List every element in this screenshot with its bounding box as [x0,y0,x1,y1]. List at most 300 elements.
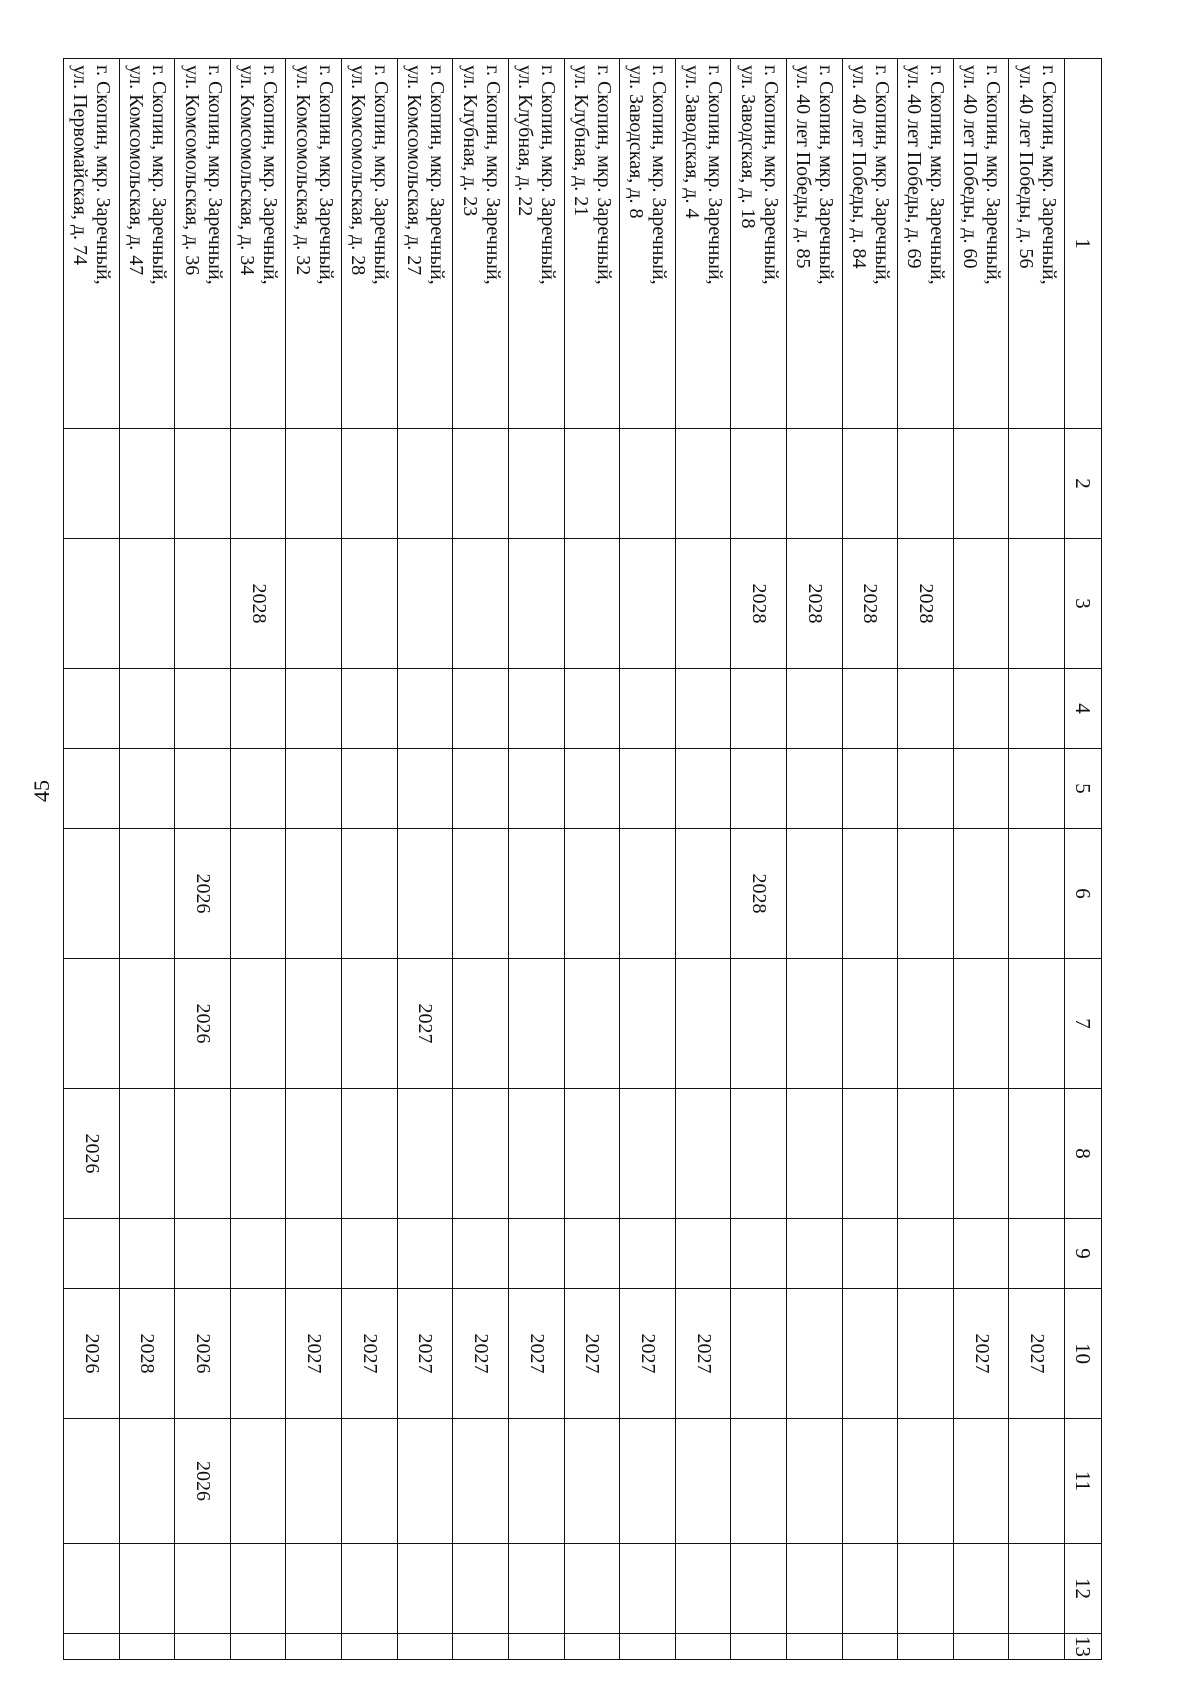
year-cell-col-6 [119,829,175,959]
address-cell [1009,59,1065,429]
year-cell-col-5 [342,749,398,829]
page-number: 45 [29,780,54,802]
address-line: ул. Комсомольская, д. 32 [291,65,314,276]
year-cell-col-2 [1009,429,1065,539]
year-cell-col-11 [953,1419,1009,1544]
year-cell-col-5 [675,749,731,829]
year-cell-col-11 [397,1419,453,1544]
table-body [64,59,1065,1660]
year-cell-col-2 [842,429,898,539]
address-line: ул. 40 лет Победы, д. 85 [792,65,815,269]
year-cell-col-11 [675,1419,731,1544]
year-cell-col-2 [397,429,453,539]
address-cell [508,59,564,429]
year-cell-col-10: 2026 [64,1289,120,1419]
year-cell-col-12 [731,1544,787,1634]
year-cell-col-7 [898,959,954,1089]
table-row [786,59,842,1660]
year-cell-col-10: 2027 [286,1289,342,1419]
address-cell [786,59,842,429]
year-cell-col-3 [453,539,509,669]
year-cell-col-3 [953,539,1009,669]
year-cell-col-2 [286,429,342,539]
year-cell-col-2 [786,429,842,539]
address-cell [397,59,453,429]
year-cell-col-6 [953,829,1009,959]
year-cell-col-11 [620,1419,676,1544]
year-cell-col-12 [898,1544,954,1634]
table-row [397,59,453,1660]
year-cell-col-8 [953,1089,1009,1219]
address-cell [175,59,231,429]
year-cell-col-5 [119,749,175,829]
year-cell-col-11 [1009,1419,1065,1544]
year-cell-col-12 [175,1544,231,1634]
year-cell-col-11 [119,1419,175,1544]
year-cell-col-12 [397,1544,453,1634]
year-cell-col-5 [953,749,1009,829]
year-cell-col-4 [898,669,954,749]
column-header-2: 2 [1065,429,1102,539]
year-cell-col-8 [508,1089,564,1219]
year-cell-col-6 [286,829,342,959]
address-line: ул. Клубная, д. 22 [514,65,537,217]
year-cell-col-2 [230,429,286,539]
year-cell-col-3 [1009,539,1065,669]
year-cell-col-5 [64,749,120,829]
year-cell-col-4 [620,669,676,749]
year-cell-col-8 [620,1089,676,1219]
table-row [953,59,1009,1660]
table-row [286,59,342,1660]
year-cell-col-4 [119,669,175,749]
year-cell-col-13 [64,1634,120,1660]
year-cell-col-7 [675,959,731,1089]
year-cell-col-9 [342,1219,398,1289]
year-cell-col-3: 2028 [230,539,286,669]
year-cell-col-3 [564,539,620,669]
column-header-13: 13 [1065,1634,1102,1660]
year-cell-col-10 [731,1289,787,1419]
year-cell-col-4 [1009,669,1065,749]
year-cell-col-13 [731,1634,787,1660]
address-cell [898,59,954,429]
year-cell-col-12 [675,1544,731,1634]
table-row [1009,59,1065,1660]
year-cell-col-9 [731,1219,787,1289]
year-cell-col-9 [397,1219,453,1289]
table-row [731,59,787,1660]
year-cell-col-2 [675,429,731,539]
year-cell-col-4 [842,669,898,749]
year-cell-col-11 [898,1419,954,1544]
address-cell [842,59,898,429]
year-cell-col-11 [786,1419,842,1544]
year-cell-col-7 [786,959,842,1089]
year-cell-col-12 [64,1544,120,1634]
year-cell-col-6 [564,829,620,959]
year-cell-col-6 [342,829,398,959]
year-cell-col-7 [1009,959,1065,1089]
year-cell-col-9 [1009,1219,1065,1289]
table-row [898,59,954,1660]
year-cell-col-13 [286,1634,342,1660]
year-cell-col-7 [564,959,620,1089]
year-cell-col-12 [230,1544,286,1634]
year-cell-col-5 [620,749,676,829]
year-cell-col-11 [230,1419,286,1544]
address-line: г. Скопин, мкр. Заречный, [92,65,115,285]
year-cell-col-4 [953,669,1009,749]
year-cell-col-2 [898,429,954,539]
year-cell-col-9 [842,1219,898,1289]
year-cell-col-7 [508,959,564,1089]
column-header-10: 10 [1065,1289,1102,1419]
year-cell-col-12 [508,1544,564,1634]
year-cell-col-9 [620,1219,676,1289]
year-cell-col-13 [119,1634,175,1660]
year-cell-col-12 [1009,1544,1065,1634]
year-cell-col-13 [564,1634,620,1660]
year-cell-col-3 [508,539,564,669]
address-line: г. Скопин, мкр. Заречный, [759,65,782,285]
year-cell-col-5 [898,749,954,829]
year-cell-col-2 [953,429,1009,539]
year-cell-col-6 [786,829,842,959]
year-cell-col-11 [342,1419,398,1544]
year-cell-col-2 [508,429,564,539]
year-cell-col-11 [842,1419,898,1544]
address-line: г. Скопин, мкр. Заречный, [314,65,337,285]
year-cell-col-10 [898,1289,954,1419]
year-cell-col-8 [786,1089,842,1219]
address-line: г. Скопин, мкр. Заречный, [704,65,727,285]
year-cell-col-2 [342,429,398,539]
year-cell-col-7 [342,959,398,1089]
year-cell-col-10: 2028 [119,1289,175,1419]
year-cell-col-7: 2026 [175,959,231,1089]
year-cell-col-13 [397,1634,453,1660]
header-row [1065,59,1102,1660]
column-header-9: 9 [1065,1219,1102,1289]
year-cell-col-13 [175,1634,231,1660]
year-cell-col-2 [564,429,620,539]
address-line: г. Скопин, мкр. Заречный, [481,65,504,285]
year-cell-col-13 [620,1634,676,1660]
year-cell-col-3 [119,539,175,669]
year-cell-col-9 [675,1219,731,1289]
year-cell-col-9 [564,1219,620,1289]
year-cell-col-4 [342,669,398,749]
address-cell [119,59,175,429]
year-cell-col-2 [731,429,787,539]
table-row [230,59,286,1660]
year-cell-col-13 [786,1634,842,1660]
year-cell-col-11 [286,1419,342,1544]
table-row [453,59,509,1660]
year-cell-col-7 [953,959,1009,1089]
year-cell-col-7 [119,959,175,1089]
column-header-7: 7 [1065,959,1102,1089]
year-cell-col-8 [1009,1089,1065,1219]
year-cell-col-6: 2026 [175,829,231,959]
year-cell-col-7 [731,959,787,1089]
table-row [675,59,731,1660]
year-cell-col-4 [564,669,620,749]
year-cell-col-10: 2027 [675,1289,731,1419]
address-line: г. Скопин, мкр. Заречный, [259,65,282,285]
year-cell-col-11: 2026 [175,1419,231,1544]
column-header-6: 6 [1065,829,1102,959]
year-cell-col-13 [508,1634,564,1660]
rotated-table-container [63,58,1102,1659]
year-cell-col-7 [286,959,342,1089]
address-line: г. Скопин, мкр. Заречный, [147,65,170,285]
column-header-12: 12 [1065,1544,1102,1634]
year-cell-col-5 [1009,749,1065,829]
year-cell-col-12 [953,1544,1009,1634]
year-cell-col-11 [453,1419,509,1544]
year-cell-col-13 [953,1634,1009,1660]
year-cell-col-10 [842,1289,898,1419]
year-cell-col-3: 2028 [731,539,787,669]
year-cell-col-4 [786,669,842,749]
address-line: г. Скопин, мкр. Заречный, [537,65,560,285]
column-header-3: 3 [1065,539,1102,669]
year-cell-col-9 [230,1219,286,1289]
address-line: ул. Клубная, д. 21 [569,65,592,217]
year-cell-col-13 [1009,1634,1065,1660]
year-cell-col-8 [675,1089,731,1219]
year-cell-col-9 [119,1219,175,1289]
year-cell-col-8: 2026 [64,1089,120,1219]
year-cell-col-8 [342,1089,398,1219]
address-line: г. Скопин, мкр. Заречный, [648,65,671,285]
year-cell-col-9 [175,1219,231,1289]
year-cell-col-13 [842,1634,898,1660]
year-cell-col-6 [508,829,564,959]
address-line: г. Скопин, мкр. Заречный, [203,65,226,285]
year-cell-col-9 [286,1219,342,1289]
year-cell-col-5 [731,749,787,829]
year-cell-col-12 [620,1544,676,1634]
year-cell-col-4 [453,669,509,749]
address-line: г. Скопин, мкр. Заречный, [592,65,615,285]
year-cell-col-4 [230,669,286,749]
year-cell-col-12 [119,1544,175,1634]
year-cell-col-6 [64,829,120,959]
year-cell-col-8 [119,1089,175,1219]
year-cell-col-8 [453,1089,509,1219]
table-row [175,59,231,1660]
year-cell-col-3 [286,539,342,669]
address-cell [620,59,676,429]
table-row [119,59,175,1660]
year-cell-col-6 [898,829,954,959]
year-cell-col-10: 2027 [953,1289,1009,1419]
year-cell-col-3 [675,539,731,669]
year-cell-col-4 [286,669,342,749]
address-line: г. Скопин, мкр. Заречный, [426,65,448,285]
year-cell-col-12 [564,1544,620,1634]
year-cell-col-11 [64,1419,120,1544]
year-cell-col-5 [508,749,564,829]
table-row [564,59,620,1660]
year-cell-col-6 [1009,829,1065,959]
year-cell-col-8 [842,1089,898,1219]
address-line: ул. Клубная, д. 23 [458,65,481,217]
year-cell-col-3 [175,539,231,669]
address-line: ул. 40 лет Победы, д. 60 [959,65,982,269]
column-header-11: 11 [1065,1419,1102,1544]
year-cell-col-10: 2027 [1009,1289,1065,1419]
year-cell-col-5 [564,749,620,829]
year-cell-col-11 [508,1419,564,1544]
address-cell [64,59,120,429]
year-cell-col-10 [230,1289,286,1419]
year-cell-col-4 [64,669,120,749]
year-cell-col-10: 2027 [508,1289,564,1419]
address-line: ул. 40 лет Победы, д. 69 [903,65,926,269]
address-line: ул. Заводская, д. 4 [681,65,704,219]
year-cell-col-8 [175,1089,231,1219]
address-line: ул. Комсомольская, д. 28 [347,65,370,276]
year-cell-col-6 [675,829,731,959]
address-line: г. Скопин, мкр. Заречный, [926,65,949,285]
year-cell-col-3: 2028 [898,539,954,669]
year-cell-col-13 [898,1634,954,1660]
year-cell-col-3: 2028 [842,539,898,669]
year-cell-col-5 [842,749,898,829]
year-cell-col-13 [342,1634,398,1660]
year-cell-col-8 [564,1089,620,1219]
year-cell-col-4 [175,669,231,749]
address-cell [453,59,509,429]
address-cell [342,59,398,429]
year-cell-col-12 [786,1544,842,1634]
address-line: ул. Заводская, д. 8 [625,65,648,219]
year-cell-col-8 [731,1089,787,1219]
year-cell-col-2 [119,429,175,539]
address-line: ул. Комсомольская, д. 47 [124,65,147,276]
year-cell-col-2 [453,429,509,539]
year-cell-col-9 [508,1219,564,1289]
year-cell-col-7 [620,959,676,1089]
address-line: г. Скопин, мкр. Заречный, [370,65,393,285]
year-cell-col-9 [898,1219,954,1289]
address-line: ул. Комсомольская, д. 36 [180,65,203,276]
year-cell-col-6 [230,829,286,959]
year-cell-col-4 [397,669,453,749]
year-cell-col-5 [175,749,231,829]
year-cell-col-11 [731,1419,787,1544]
year-cell-col-10: 2026 [175,1289,231,1419]
year-cell-col-6 [453,829,509,959]
year-cell-col-3 [64,539,120,669]
address-line: г. Скопин, мкр. Заречный, [1037,65,1060,285]
address-line: ул. 40 лет Победы, д. 84 [847,65,870,269]
year-cell-col-7: 2027 [397,959,453,1089]
year-cell-col-6 [842,829,898,959]
year-cell-col-8 [397,1089,453,1219]
year-cell-col-3 [397,539,453,669]
column-header-1: 1 [1065,59,1102,429]
table-row [508,59,564,1660]
year-cell-col-13 [453,1634,509,1660]
address-line: г. Скопин, мкр. Заречный, [982,65,1005,285]
year-cell-col-5 [286,749,342,829]
column-header-4: 4 [1065,669,1102,749]
year-cell-col-13 [675,1634,731,1660]
year-cell-col-12 [342,1544,398,1634]
year-cell-col-7 [842,959,898,1089]
address-cell [731,59,787,429]
address-line: г. Скопин, мкр. Заречный, [815,65,838,285]
year-cell-col-8 [286,1089,342,1219]
address-line: ул. 40 лет Победы, д. 56 [1014,65,1037,269]
year-cell-col-10: 2027 [397,1289,453,1419]
year-cell-col-5 [786,749,842,829]
year-cell-col-7 [453,959,509,1089]
schedule-table [63,58,1102,1660]
year-cell-col-12 [453,1544,509,1634]
year-cell-col-9 [64,1219,120,1289]
year-cell-col-4 [508,669,564,749]
year-cell-col-8 [898,1089,954,1219]
address-line: г. Скопин, мкр. Заречный, [870,65,893,285]
table-row [620,59,676,1660]
year-cell-col-10: 2027 [620,1289,676,1419]
year-cell-col-3 [342,539,398,669]
year-cell-col-11 [564,1419,620,1544]
year-cell-col-5 [453,749,509,829]
address-cell [953,59,1009,429]
address-line: ул. Первомайская, д. 74 [69,65,92,265]
address-cell [675,59,731,429]
address-cell [564,59,620,429]
address-cell [230,59,286,429]
year-cell-col-12 [842,1544,898,1634]
year-cell-col-2 [620,429,676,539]
year-cell-col-6 [620,829,676,959]
year-cell-col-10: 2027 [342,1289,398,1419]
year-cell-col-4 [675,669,731,749]
year-cell-col-2 [64,429,120,539]
table-row [64,59,120,1660]
year-cell-col-9 [953,1219,1009,1289]
year-cell-col-2 [175,429,231,539]
year-cell-col-7 [230,959,286,1089]
address-line: ул. Заводская, д. 18 [736,65,759,229]
year-cell-col-10: 2027 [453,1289,509,1419]
year-cell-col-8 [230,1089,286,1219]
year-cell-col-6 [397,829,453,959]
table-row [342,59,398,1660]
year-cell-col-6: 2028 [731,829,787,959]
address-line: ул. Комсомольская, д. 27 [403,65,425,276]
year-cell-col-3 [620,539,676,669]
address-cell [286,59,342,429]
column-header-8: 8 [1065,1089,1102,1219]
address-line: ул. Комсомольская, д. 34 [236,65,259,276]
year-cell-col-10: 2027 [564,1289,620,1419]
year-cell-col-4 [731,669,787,749]
year-cell-col-7 [64,959,120,1089]
year-cell-col-5 [230,749,286,829]
year-cell-col-10 [786,1289,842,1419]
table-row [842,59,898,1660]
year-cell-col-5 [397,749,453,829]
